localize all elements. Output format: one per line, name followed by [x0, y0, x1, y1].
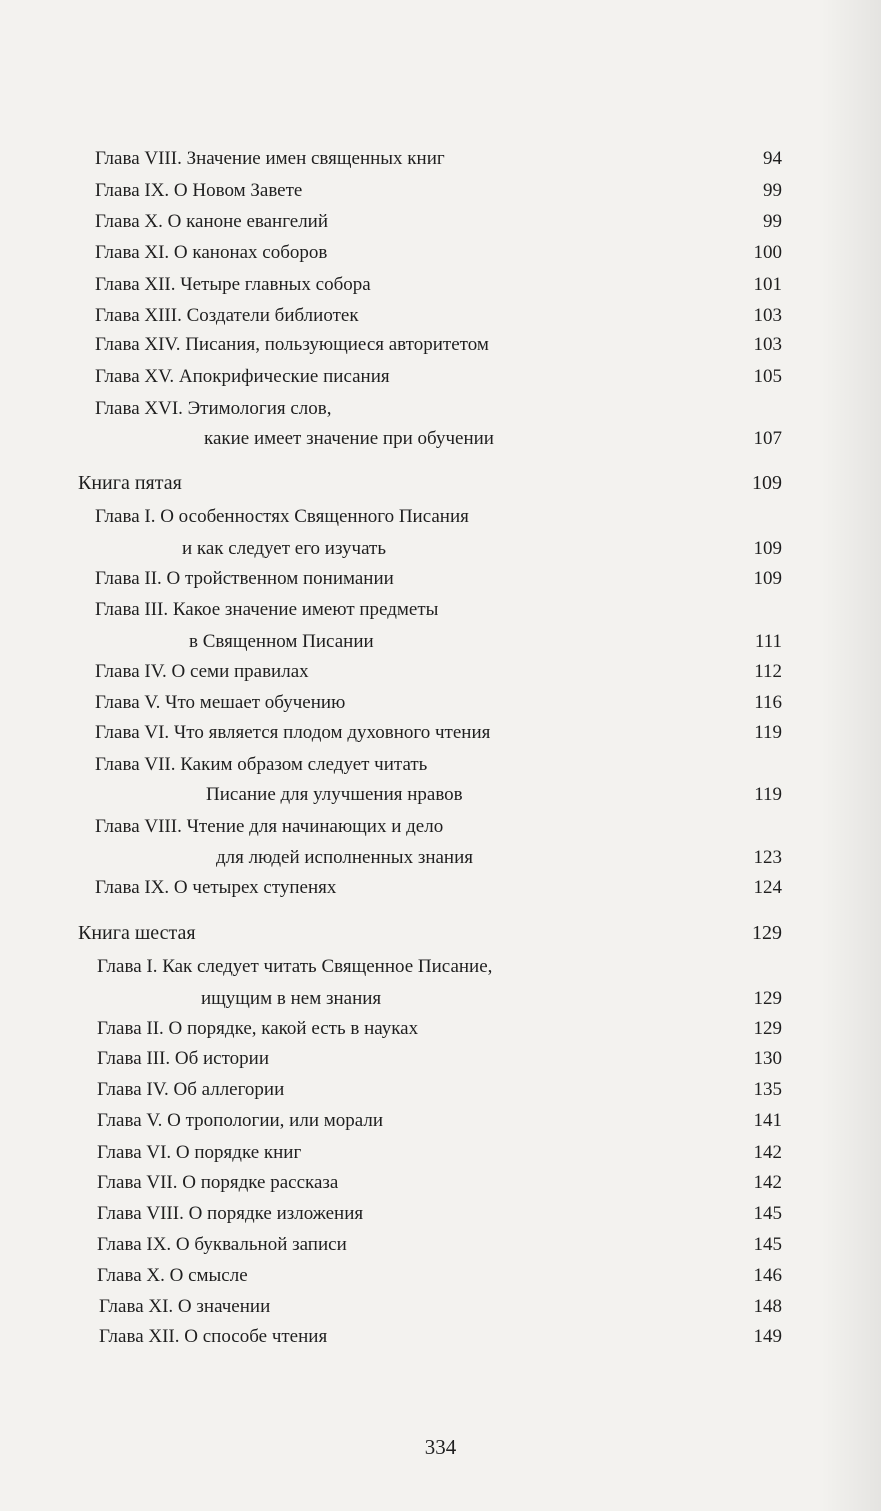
book-heading: [0, 918, 881, 948]
toc-entry-page: 129: [753, 988, 782, 1009]
toc-entry: [0, 238, 881, 268]
toc-entry-title: Глава VIII. Значение имен священных книг: [95, 148, 445, 169]
book-heading: [0, 468, 881, 498]
toc-entry-title: для людей исполненных знания: [216, 847, 474, 868]
toc-entry: [0, 1168, 881, 1198]
toc-entry-title: Глава XI. О значении: [99, 1296, 271, 1317]
toc-entry-title: Глава II. О тройственном понимании: [95, 568, 394, 589]
book-heading-title: Книга пятая: [78, 472, 182, 494]
toc-entry-title: в Священном Писании: [189, 631, 374, 652]
toc-entry-title: Глава II. О порядке, какой есть в науках: [97, 1018, 419, 1039]
toc-entry-page: 103: [753, 334, 782, 355]
toc-entry-title: и как следует его изучать: [182, 538, 387, 559]
toc-entry: [0, 984, 881, 1014]
toc-entry-title: Глава X. О смысле: [97, 1265, 248, 1286]
book-heading-page: 109: [752, 472, 782, 494]
toc-entry-title: Глава IX. О Новом Завете: [95, 180, 303, 201]
toc-entry-title: Писание для улучшения нравов: [206, 784, 463, 805]
toc-entry: [0, 688, 881, 718]
toc-entry-page: 109: [753, 568, 782, 589]
toc-entry-title: Глава XVI. Этимология слов,: [95, 398, 332, 419]
toc-entry: [0, 873, 881, 903]
book-heading-title: Книга шестая: [78, 922, 196, 944]
toc-entry-title: Глава XIV. Писания, пользующиеся авторитетом: [95, 334, 489, 355]
toc-entry-page: 112: [754, 661, 782, 682]
toc-entry: [0, 952, 881, 982]
toc-entry: [0, 750, 881, 780]
toc-entry-page: 142: [753, 1172, 782, 1193]
toc-entry-page: 130: [753, 1048, 782, 1069]
toc-entry-page: 101: [753, 274, 782, 295]
toc-entry-title: Глава VIII. Чтение для начинающих и дело: [95, 816, 444, 837]
toc-entry: [0, 657, 881, 687]
toc-entry-title: Глава XI. О канонах соборов: [95, 242, 328, 263]
toc-entry: [0, 1261, 881, 1291]
toc-entry-page: 141: [753, 1110, 782, 1131]
toc-entry-page: 105: [753, 366, 782, 387]
toc-entry-page: 103: [753, 305, 782, 326]
toc-entry: [0, 330, 881, 360]
toc-entry-title: ищущим в нем знания: [201, 988, 382, 1009]
toc-entry: [0, 1199, 881, 1229]
toc-entry: [0, 144, 881, 174]
toc-entry: [0, 1138, 881, 1168]
toc-entry-page: 146: [753, 1265, 782, 1286]
toc-entry: [0, 1106, 881, 1136]
toc-entry: [0, 1014, 881, 1044]
toc-entry-title: Глава V. Что мешает обучению: [95, 692, 346, 713]
toc-entry: [0, 595, 881, 625]
toc-entry-title: Глава I. Как следует читать Священное Писание,: [97, 956, 493, 977]
toc-entry-title: Глава V. О тропологии, или морали: [97, 1110, 384, 1131]
toc-entry: [0, 534, 881, 564]
toc-entry: [0, 718, 881, 748]
toc-entry-page: 123: [753, 847, 782, 868]
toc-entry-page: 148: [753, 1296, 782, 1317]
toc-entry: [0, 394, 881, 424]
toc-entry-page: 116: [754, 692, 782, 713]
toc-entry-page: 119: [754, 784, 782, 805]
toc-entry-title: какие имеет значение при обучении: [204, 428, 494, 449]
toc-entry-title: Глава XV. Апокрифические писания: [95, 366, 390, 387]
toc-entry: [0, 1322, 881, 1352]
toc-entry-page: 119: [754, 722, 782, 743]
toc-entry-page: 109: [753, 538, 782, 559]
toc-entry-title: Глава III. Об истории: [97, 1048, 269, 1069]
toc-entry-page: 145: [753, 1234, 782, 1255]
toc-entry: [0, 1292, 881, 1322]
toc-entry: [0, 627, 881, 657]
toc-entry-page: 111: [754, 631, 782, 652]
toc-entry-page: 99: [763, 180, 782, 201]
toc-entry-page: 94: [763, 148, 782, 169]
toc-entry: [0, 564, 881, 594]
toc-entry-title: Глава X. О каноне евангелий: [95, 211, 329, 232]
toc-entry-page: 107: [753, 428, 782, 449]
toc-entry-title: Глава XII. Четыре главных собора: [95, 274, 371, 295]
toc-entry: [0, 301, 881, 331]
toc-entry: [0, 780, 881, 810]
toc-entry: [0, 502, 881, 532]
toc-entry-title: Глава IX. О четырех ступенях: [95, 877, 337, 898]
toc-entry: [0, 424, 881, 454]
book-heading-page: 129: [752, 922, 782, 944]
toc-entry-page: 100: [753, 242, 782, 263]
toc-entry-title: Глава VIII. О порядке изложения: [97, 1203, 364, 1224]
toc-entry: [0, 812, 881, 842]
toc-entry: [0, 1044, 881, 1074]
toc-entry: [0, 843, 881, 873]
toc-entry-title: Глава IV. О семи правилах: [95, 661, 309, 682]
toc-entry: [0, 362, 881, 392]
toc-entry-page: 145: [753, 1203, 782, 1224]
toc-entry-title: Глава VI. О порядке книг: [97, 1142, 302, 1163]
toc-entry: [0, 1075, 881, 1105]
toc-entry: [0, 176, 881, 206]
toc-entry-title: Глава VII. О порядке рассказа: [97, 1172, 339, 1193]
toc-entry: [0, 270, 881, 300]
toc-entry-title: Глава I. О особенностях Священного Писания: [95, 506, 469, 527]
toc-entry-page: 99: [763, 211, 782, 232]
toc-entry: [0, 207, 881, 237]
page-number: 334: [424, 1435, 457, 1459]
toc-entry-page: 129: [753, 1018, 782, 1039]
toc-entry: [0, 1230, 881, 1260]
toc-entry-title: Глава IX. О буквальной записи: [97, 1234, 347, 1255]
toc-entry-title: Глава XII. О способе чтения: [99, 1326, 328, 1347]
toc-entry-title: Глава VII. Каким образом следует читать: [95, 754, 428, 775]
toc-entry-page: 124: [753, 877, 782, 898]
toc-entry-title: Глава VI. Что является плодом духовного чтения: [95, 722, 491, 743]
toc-entry-title: Глава XIII. Создатели библиотек: [95, 305, 359, 326]
toc-entry-title: Глава III. Какое значение имеют предметы: [95, 599, 439, 620]
toc-entry-title: Глава IV. Об аллегории: [97, 1079, 285, 1100]
toc-entry-page: 135: [753, 1079, 782, 1100]
toc-entry-page: 149: [753, 1326, 782, 1347]
toc-entry-page: 142: [753, 1142, 782, 1163]
